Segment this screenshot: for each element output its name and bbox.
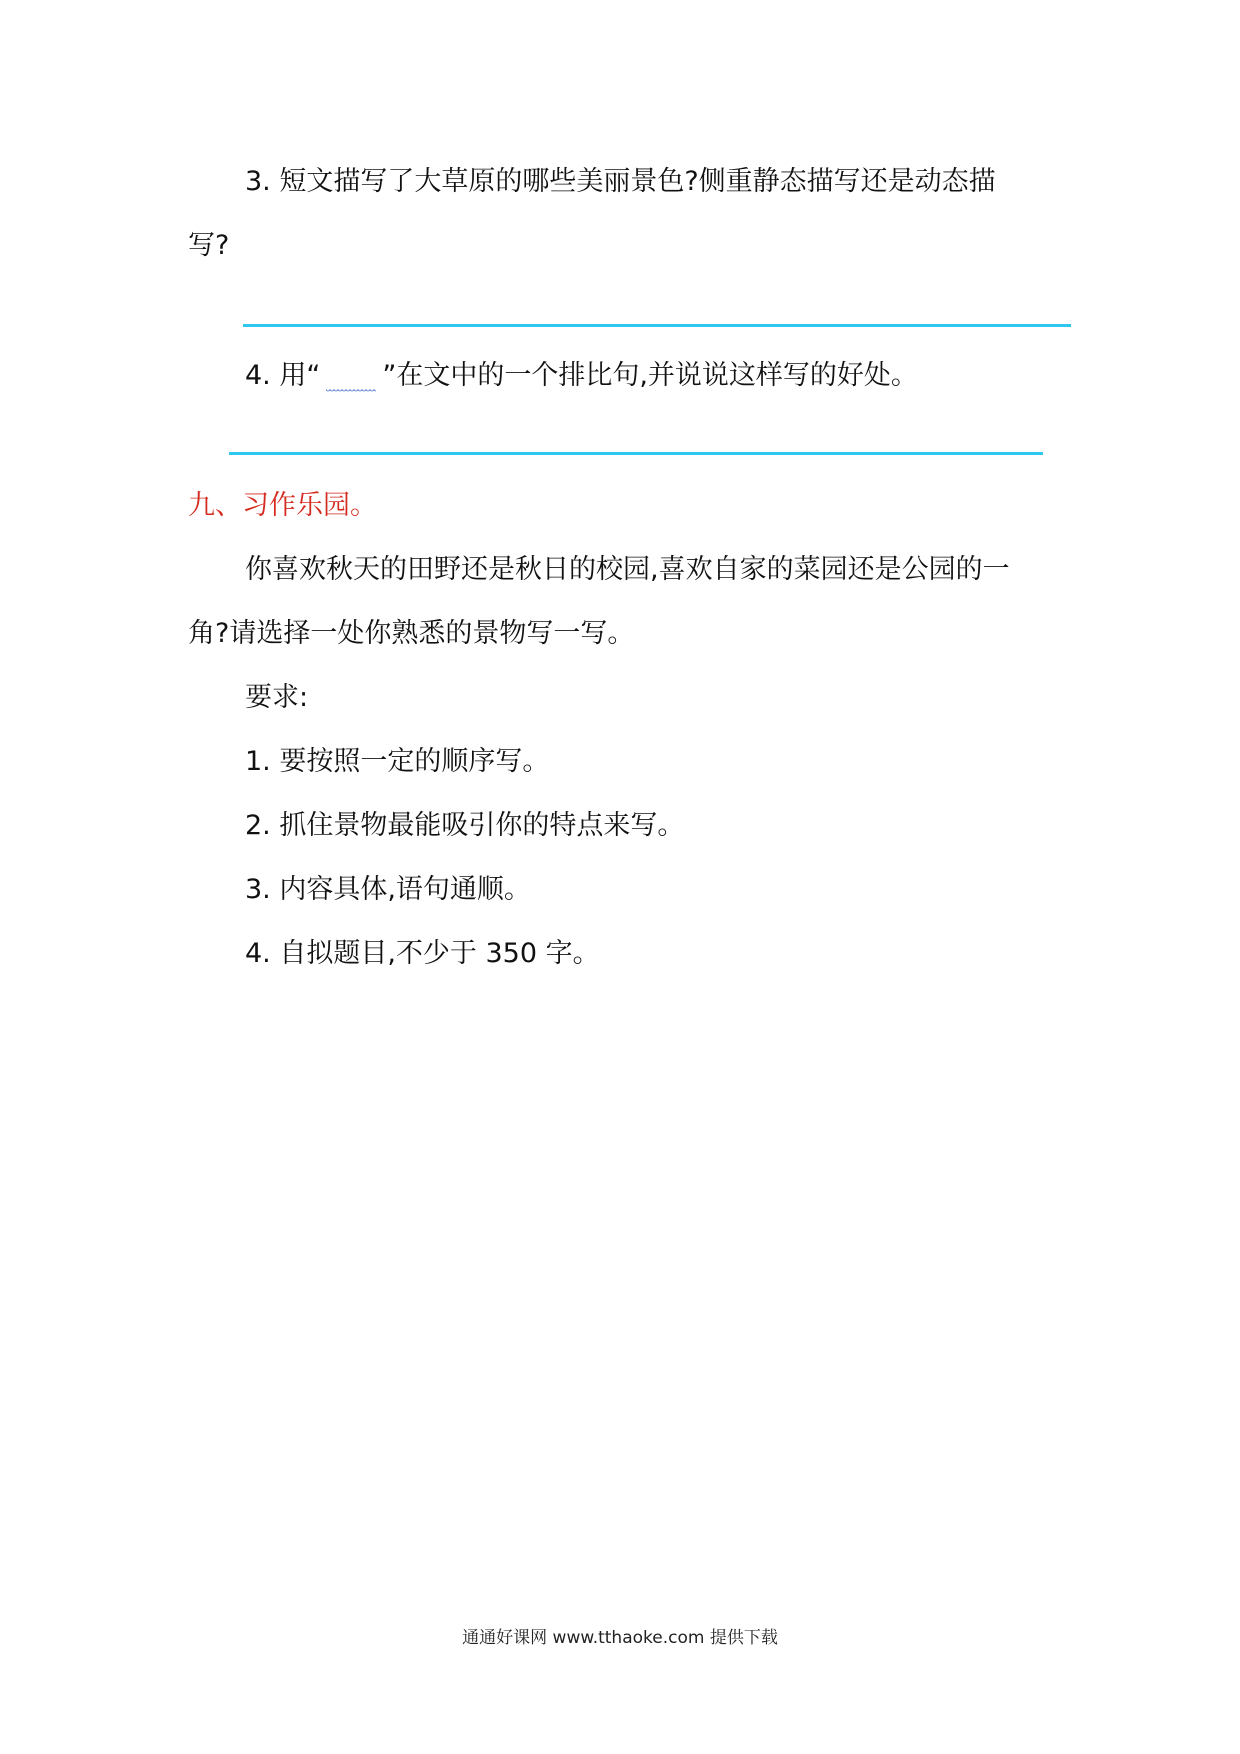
answer-line-question-4[interactable] (229, 452, 1043, 455)
question-4 (245, 356, 918, 396)
requirements-label: 要求: (245, 682, 309, 713)
question-4-prefix: 4. 用“ (245, 360, 321, 391)
question-4-suffix: ”在文中的一个排比句,并说说这样写的好处。 (382, 360, 918, 391)
requirement-item: 1. 要按照一定的顺序写。 (245, 746, 550, 777)
wavy-blank (320, 366, 382, 396)
essay-prompt-line-2: 角?请选择一处你熟悉的景物写一写。 (188, 618, 635, 649)
requirement-item: 4. 自拟题目,不少于 350 字。 (245, 938, 600, 969)
answer-line-question-3[interactable] (243, 324, 1071, 327)
question-3-line-2: 写? (188, 230, 230, 261)
requirement-item: 2. 抓住景物最能吸引你的特点来写。 (245, 810, 685, 841)
requirement-item: 3. 内容具体,语句通顺。 (245, 874, 531, 905)
question-3-line-1: 3. 短文描写了大草原的哪些美丽景色?侧重静态描写还是动态描 (245, 166, 996, 197)
essay-prompt-line-1: 你喜欢秋天的田野还是秋日的校园,喜欢自家的菜园还是公园的一 (245, 554, 1010, 585)
page-footer: 通通好课网 www.tthaoke.com 提供下载 (462, 1628, 778, 1648)
section-9-title: 九、习作乐园。 (188, 490, 377, 521)
